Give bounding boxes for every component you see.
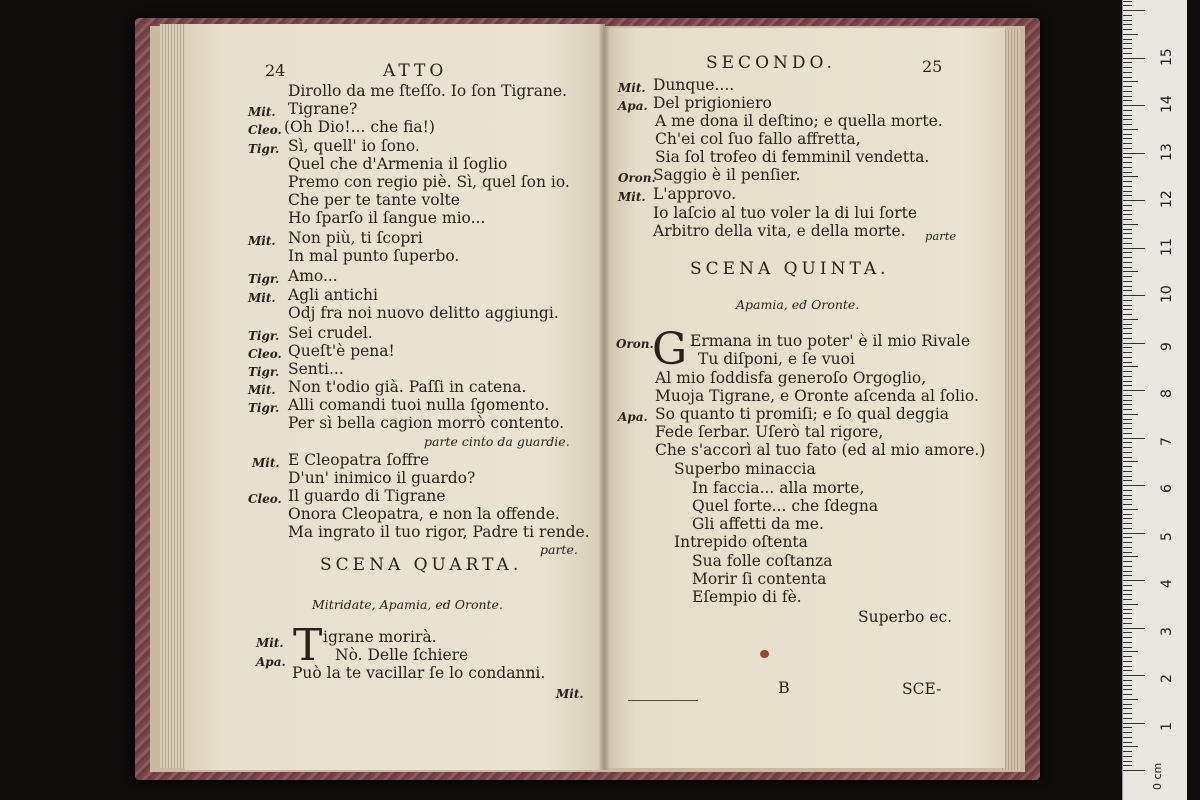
ruler-tick (1123, 381, 1132, 382)
ruler-tick (1123, 1, 1132, 2)
ruler-tick (1123, 195, 1132, 196)
ruler-tick (1123, 376, 1132, 377)
speaker-label: Mit. (248, 234, 276, 248)
ruler-tick (1123, 233, 1132, 234)
ruler-tick (1123, 447, 1132, 448)
ruler-tick (1123, 419, 1132, 420)
ruler-tick (1123, 390, 1145, 391)
ruler-tick (1123, 119, 1132, 120)
ruler-tick (1123, 343, 1145, 344)
ruler-label: 9 (1159, 341, 1175, 351)
ruler-tick (1123, 580, 1145, 581)
dialogue-line: Superbo ec. (858, 608, 953, 626)
ruler-tick (1123, 680, 1132, 681)
ruler-label: 2 (1159, 674, 1175, 683)
ruler-tick (1123, 385, 1132, 386)
ruler-tick (1123, 428, 1132, 429)
ink-stain (760, 650, 769, 658)
ruler-label: 14 (1159, 95, 1175, 113)
dialogue-line: Ma ingrato il tuo rigor, Padre ti rende. (288, 523, 590, 541)
ruler-label: 15 (1159, 47, 1175, 66)
ruler-tick (1123, 366, 1138, 367)
dialogue-line: Non t'odio già. Paſſi in catena. (288, 378, 527, 396)
dialogue-line: Amo... (288, 267, 338, 285)
ruler-tick (1123, 15, 1132, 16)
scene-title: SCENA QUINTA. (690, 259, 890, 279)
ruler-tick (1123, 153, 1145, 154)
dialogue-line: Non più, ti ſcopri (288, 229, 423, 247)
dialogue-line: Nò. Delle ſchiere (335, 646, 469, 664)
ruler-tick (1123, 642, 1132, 643)
ruler-tick (1123, 371, 1132, 372)
ruler-tick (1123, 314, 1132, 315)
ruler-tick (1123, 167, 1132, 168)
dialogue-line: Sua folle coſtanza (692, 552, 833, 570)
ruler-tick (1123, 409, 1132, 410)
ruler-tick (1123, 333, 1132, 334)
ruler-tick (1123, 229, 1132, 230)
ruler-tick (1123, 423, 1132, 424)
dialogue-line: L'approvo. (653, 185, 737, 203)
ruler-tick (1123, 115, 1132, 116)
ruler-tick (1123, 499, 1132, 500)
stage-direction: parte cinto da guardie. (424, 434, 570, 449)
speaker-label: Tigr. (248, 272, 280, 286)
catchword: Mit. (556, 687, 584, 701)
dialogue-line: Sei crudel. (288, 324, 373, 342)
ruler-tick (1123, 352, 1132, 353)
speaker-label: Mit. (256, 636, 284, 650)
ruler-tick (1123, 338, 1132, 339)
dialogue-line: Odj fra noi nuovo delitto aggiungi. (288, 304, 559, 322)
ruler-tick (1123, 523, 1132, 524)
ruler-tick (1123, 561, 1132, 562)
speaker-label: Mit. (618, 81, 646, 95)
ruler-tick (1123, 48, 1132, 49)
speaker-label: Tigr. (248, 329, 280, 343)
ruler-tick (1123, 675, 1145, 676)
dialogue-line: Può la te vacillar ſe lo condanni. (292, 664, 546, 682)
book-gutter (598, 24, 610, 770)
ruler-tick (1123, 267, 1132, 268)
ruler-tick (1123, 594, 1132, 595)
ruler-tick (1123, 466, 1132, 467)
right-page-number: 25 (922, 57, 943, 76)
dialogue-line: Ho ſparſo il ſangue mio... (288, 209, 486, 227)
ruler-tick (1123, 86, 1132, 87)
ruler-tick (1123, 514, 1132, 515)
dialogue-line: Alli comandi tuoi nulla ſgomento. (288, 396, 550, 414)
dialogue-line: In faccia... alla morte, (692, 479, 865, 497)
ruler-tick (1123, 224, 1138, 225)
ruler-tick (1123, 461, 1138, 462)
ruler-tick (1123, 509, 1138, 510)
ruler-tick (1123, 62, 1132, 63)
ruler-tick (1123, 300, 1132, 301)
ruler-tick (1123, 248, 1145, 249)
ruler-tick (1123, 157, 1132, 158)
ruler-tick (1123, 252, 1132, 253)
ruler-tick (1123, 637, 1132, 638)
ruler-tick (1123, 628, 1145, 629)
ruler-tick (1123, 20, 1132, 21)
ruler-tick (1123, 476, 1132, 477)
ruler-tick (1123, 670, 1132, 671)
ruler-tick (1123, 537, 1132, 538)
ruler-label: 10 (1159, 285, 1175, 303)
ruler-tick (1123, 148, 1132, 149)
dialogue-line: Che per te tante volte (288, 191, 460, 209)
ruler-tick (1123, 181, 1132, 182)
stage-direction: parte (925, 229, 957, 243)
ruler-tick (1123, 10, 1145, 11)
ruler-tick (1123, 756, 1132, 757)
ruler-tick (1123, 404, 1132, 405)
ruler-label: 8 (1159, 389, 1175, 398)
ruler-label: 7 (1159, 436, 1175, 446)
stage-direction: parte. (540, 542, 578, 557)
ruler-tick (1123, 542, 1132, 543)
speaker-label: Oron. (616, 337, 654, 351)
ruler-tick (1123, 143, 1132, 144)
ruler-tick (1123, 100, 1132, 101)
ruler-label: 13 (1159, 142, 1175, 161)
speaker-label: Mit. (248, 105, 276, 119)
ruler-tick (1123, 609, 1132, 610)
ruler-tick (1123, 286, 1132, 287)
printed-rule (628, 700, 698, 701)
dialogue-line: Arbitro della vita, e della morte. (653, 222, 906, 240)
ruler-tick (1123, 661, 1132, 662)
ruler-tick (1123, 761, 1132, 762)
dialogue-line: Onora Cleopatra, e non la offende. (288, 505, 560, 523)
speaker-label: Cleo. (248, 347, 282, 361)
dialogue-line: Sì, quell' io ſono. (288, 137, 420, 155)
ruler-tick (1123, 746, 1138, 747)
dialogue-line: Queſt'è pena! (288, 342, 395, 360)
speaker-label: Apa. (618, 99, 648, 113)
ruler-label: 5 (1159, 531, 1175, 541)
ruler-label: 12 (1159, 190, 1175, 208)
ruler-tick (1123, 39, 1132, 40)
drop-cap: G (652, 324, 688, 375)
ruler-tick (1123, 53, 1132, 54)
ruler-tick (1123, 737, 1132, 738)
dialogue-line: Al mio ſoddisfa generoſo Orgoglio, (655, 369, 927, 387)
ruler-tick (1123, 699, 1138, 700)
left-page-number: 24 (265, 61, 286, 80)
speaker-label: Apa. (618, 410, 648, 424)
ruler-tick (1123, 162, 1132, 163)
ruler-tick (1123, 632, 1132, 633)
ruler-tick (1123, 566, 1132, 567)
ruler-tick (1123, 604, 1138, 605)
dialogue-line: (Oh Dio!... che fia!) (284, 118, 435, 136)
ruler-tick (1123, 96, 1132, 97)
ruler-tick (1123, 438, 1145, 439)
ruler-tick (1123, 704, 1132, 705)
ruler-tick (1123, 666, 1132, 667)
ruler-tick (1123, 647, 1132, 648)
ruler-tick (1123, 328, 1132, 329)
ruler-tick (1123, 110, 1132, 111)
dialogue-line: Io laſcio al tuo voler la di lui ſorte (653, 204, 917, 222)
ruler-tick (1123, 305, 1132, 306)
ruler-tick (1123, 138, 1132, 139)
ruler-tick (1123, 618, 1132, 619)
ruler-tick (1123, 214, 1132, 215)
right-running-head: SECONDO. (706, 53, 836, 73)
ruler-tick (1123, 219, 1132, 220)
ruler-tick (1123, 324, 1132, 325)
dialogue-line: Gli affetti da me. (692, 515, 824, 533)
scene-characters: Apamia, ed Oronte. (736, 297, 860, 312)
dialogue-line: Fede ſerbar. Uſerò tal rigore, (655, 423, 884, 441)
dialogue-line: Che s'accorì al tuo fato (ed al mio amore.) (655, 441, 986, 459)
ruler-tick (1123, 262, 1132, 263)
dialogue-line: So quanto ti promiſi; e ſo qual deggia (655, 405, 950, 423)
ruler-tick (1123, 656, 1132, 657)
ruler-tick (1123, 556, 1138, 557)
dialogue-line: Del prigioniero (653, 94, 772, 112)
ruler-tick (1123, 571, 1132, 572)
speaker-label: Mit. (248, 383, 276, 397)
ruler-tick (1123, 713, 1132, 714)
ruler-tick (1123, 43, 1132, 44)
ruler-tick (1123, 585, 1132, 586)
ruler-tick (1123, 708, 1132, 709)
signature-mark: B (778, 678, 790, 697)
ruler-tick (1123, 205, 1132, 206)
ruler-tick (1123, 191, 1132, 192)
ruler-tick (1123, 547, 1132, 548)
ruler-tick (1123, 58, 1145, 59)
ruler-tick (1123, 77, 1132, 78)
ruler-tick (1123, 319, 1138, 320)
ruler-tick (1123, 528, 1132, 529)
ruler-tick (1123, 471, 1132, 472)
ruler-tick (1123, 309, 1132, 310)
ruler-tick (1123, 176, 1138, 177)
dialogue-line: Dirollo da me ſteſſo. Io ſon Tigrane. (288, 82, 568, 100)
ruler-tick (1123, 67, 1132, 68)
dialogue-line: Quel forte... che ſdegna (692, 497, 879, 515)
dialogue-line: Morir ſi contenta (692, 570, 827, 588)
dialogue-line: Quel che d'Armenia il ſoglio (288, 155, 508, 173)
ruler-label: 11 (1159, 237, 1175, 256)
dialogue-line: E Cleopatra ſoffre (288, 451, 430, 469)
ruler-tick (1123, 590, 1132, 591)
ruler-tick (1123, 72, 1132, 73)
drop-cap: T (293, 620, 323, 671)
dialogue-line: Intrepido oſtenta (674, 533, 808, 551)
ruler-tick (1123, 623, 1132, 624)
speaker-label: Mit. (252, 456, 280, 470)
dialogue-line: Premo con regio piè. Sì, quel ſon io. (288, 173, 570, 191)
dialogue-line: Eſempio di fè. (692, 588, 802, 606)
dialogue-line: Ermana in tuo poter' è il mio Rivale (690, 332, 971, 350)
ruler-tick (1123, 186, 1132, 187)
ruler-tick (1123, 357, 1132, 358)
left-running-head: ATTO (383, 61, 448, 81)
catchword: SCE- (902, 680, 942, 698)
ruler-tick (1123, 599, 1132, 600)
ruler-tick (1123, 172, 1132, 173)
ruler-tick (1123, 243, 1132, 244)
ruler-tick (1123, 452, 1132, 453)
ruler-tick (1123, 105, 1145, 106)
dialogue-line: Il guardo di Tigrane (288, 487, 446, 505)
ruler-tick (1123, 457, 1132, 458)
ruler-tick (1123, 362, 1132, 363)
ruler-tick (1123, 124, 1132, 125)
ruler-tick (1123, 751, 1132, 752)
speaker-label: Oron. (618, 171, 656, 185)
ruler-tick (1123, 485, 1145, 486)
ruler-tick (1123, 400, 1132, 401)
speaker-label: Cleo. (248, 492, 282, 506)
ruler-tick (1123, 770, 1145, 771)
ruler-tick (1123, 533, 1145, 534)
ruler-tick (1123, 271, 1138, 272)
ruler-tick (1123, 200, 1145, 201)
ruler-tick (1123, 91, 1132, 92)
ruler-tick (1123, 24, 1132, 25)
ruler-label: 4 (1159, 579, 1175, 588)
ruler-tick (1123, 613, 1132, 614)
ruler-tick (1123, 129, 1138, 130)
dialogue-line: Ch'ei col ſuo fallo affretta, (655, 130, 861, 148)
speaker-label: Tigr. (248, 365, 280, 379)
ruler-label: 1 (1159, 721, 1175, 731)
ruler-tick (1123, 518, 1132, 519)
ruler-tick (1123, 552, 1132, 553)
speaker-label: Mit. (618, 190, 646, 204)
ruler-tick (1123, 685, 1132, 686)
ruler-tick (1123, 281, 1132, 282)
ruler-label: 6 (1159, 484, 1175, 493)
speaker-label: Tigr. (248, 401, 280, 415)
ruler-tick (1123, 81, 1138, 82)
ruler-tick (1123, 34, 1138, 35)
ruler-tick (1123, 480, 1132, 481)
ruler-tick (1123, 694, 1132, 695)
scene-title: SCENA QUARTA. (320, 555, 523, 575)
ruler-tick (1123, 742, 1132, 743)
ruler-tick (1123, 442, 1132, 443)
dialogue-line: Superbo minaccia (674, 460, 816, 478)
dialogue-line: Saggio è il penſier. (653, 166, 801, 184)
dialogue-line: Muoja Tigrane, e Oronte aſcenda al ſolio. (655, 387, 979, 405)
dialogue-line: Agli antichi (288, 286, 378, 304)
ruler-label: 3 (1159, 626, 1175, 636)
scene-characters: Mitridate, Apamia, ed Oronte. (312, 597, 503, 612)
ruler-tick (1123, 718, 1132, 719)
ruler-tick (1123, 651, 1138, 652)
ruler-tick (1123, 495, 1132, 496)
ruler-label: 0 cm (1151, 762, 1164, 790)
dialogue-line: A me dona il deſtino; e quella morte. (655, 112, 943, 130)
ruler-tick (1123, 490, 1132, 491)
ruler-tick (1123, 134, 1132, 135)
ruler-tick (1123, 727, 1132, 728)
ruler-tick (1123, 29, 1132, 30)
speaker-label: Mit. (248, 291, 276, 305)
ruler-tick (1123, 257, 1132, 258)
ruler-tick (1123, 689, 1132, 690)
ruler-tick (1123, 414, 1138, 415)
ruler-tick (1123, 433, 1132, 434)
ruler-tick (1123, 765, 1132, 766)
dialogue-line: Sia ſol trofeo di femminil vendetta. (655, 148, 930, 166)
dialogue-line: Senti... (288, 360, 344, 378)
ruler-tick (1123, 295, 1145, 296)
ruler-tick (1123, 276, 1132, 277)
ruler-tick (1123, 723, 1145, 724)
ruler-tick (1123, 5, 1132, 6)
speaker-label: Apa. (256, 655, 286, 669)
dialogue-line: In mal punto ſuperbo. (288, 247, 460, 265)
ruler-tick (1123, 575, 1132, 576)
ruler-tick (1123, 395, 1132, 396)
dialogue-line: Tigrane? (288, 100, 358, 118)
dialogue-line: Per sì bella cagion morrò contento. (288, 414, 565, 432)
ruler-tick (1123, 347, 1132, 348)
ruler-tick (1123, 238, 1132, 239)
ruler-tick (1123, 732, 1132, 733)
ruler-tick (1123, 210, 1132, 211)
dialogue-line: igrane morirà. (323, 628, 437, 646)
speaker-label: Tigr. (248, 142, 280, 156)
ruler-tick (1123, 504, 1132, 505)
measuring-ruler (1122, 0, 1187, 800)
dialogue-line: Dunque.... (653, 76, 735, 94)
ruler-tick (1123, 290, 1132, 291)
speaker-label: Cleo. (248, 123, 282, 137)
dialogue-line: D'un' inimico il guardo? (288, 469, 476, 487)
dialogue-line: Tu diſponi, e ſe vuoi (698, 350, 855, 368)
